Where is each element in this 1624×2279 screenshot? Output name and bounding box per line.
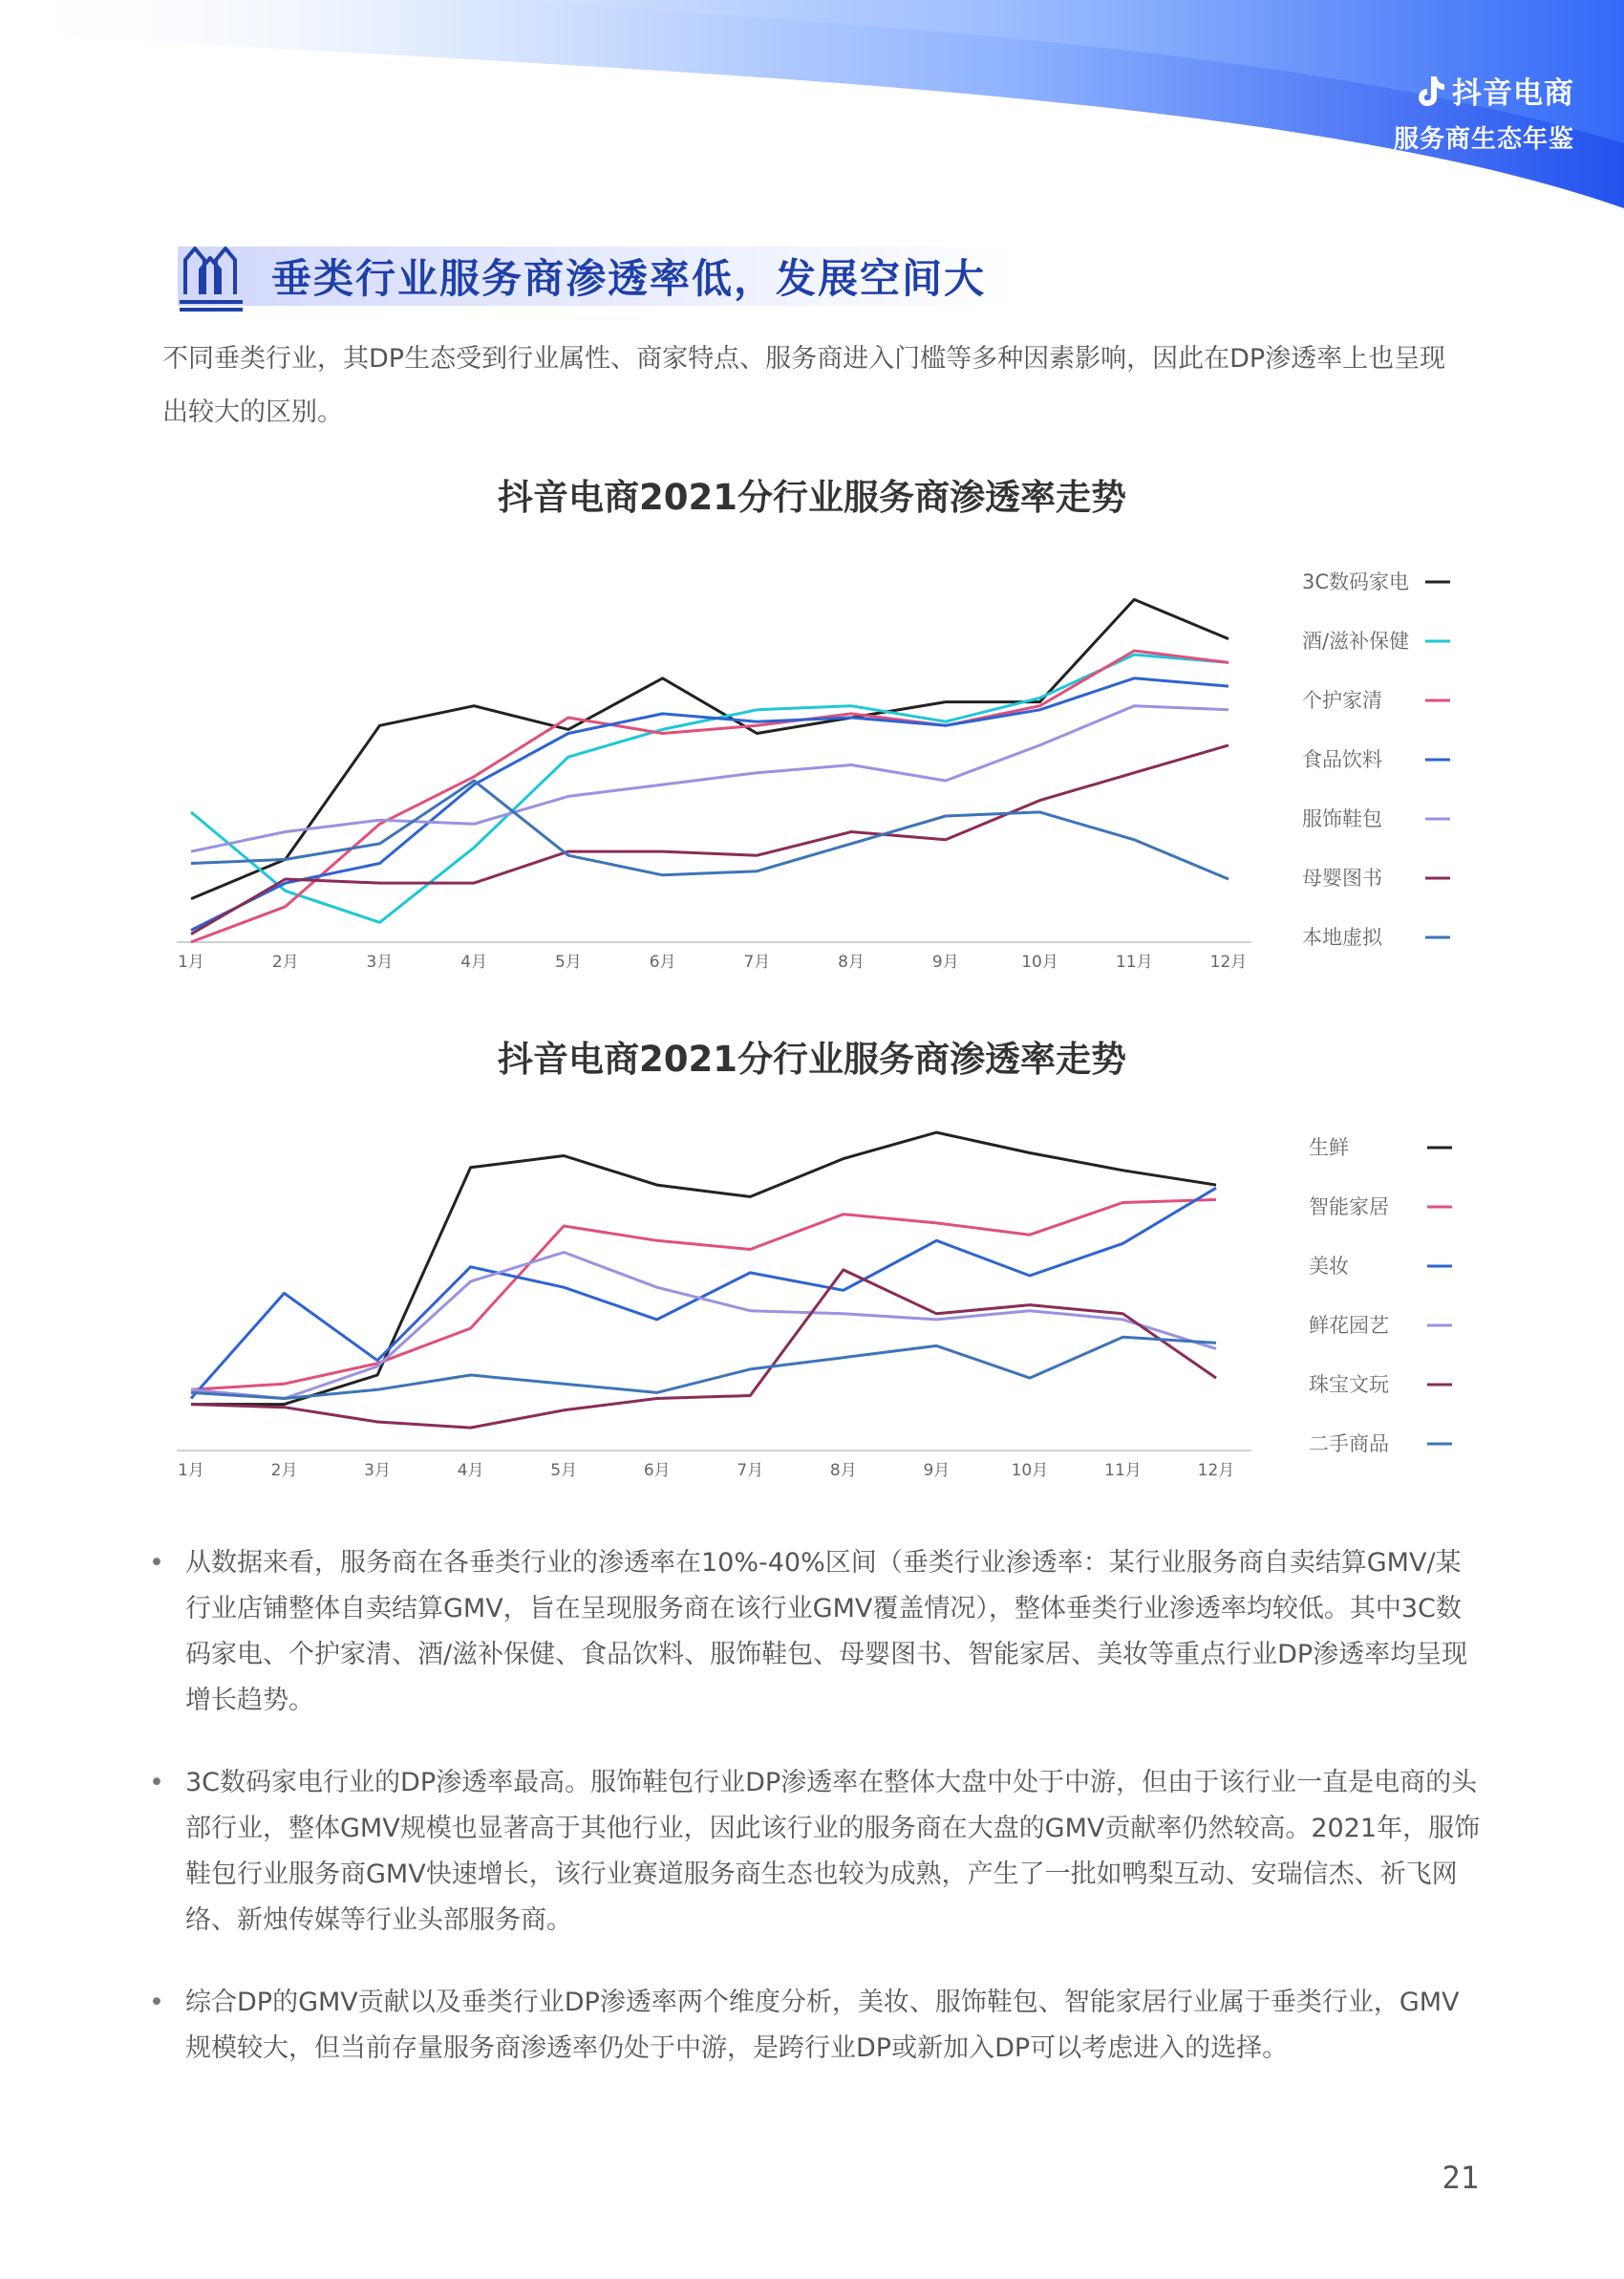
chart-2-title: 抖音电商2021分行业服务商渗透率走势 [498,1039,1126,1080]
intro-paragraph: 不同垂类行业，其DP生态受到行业属性、商家特点、服务商进入门槛等多种因素影响，因此在DP渗透率上也呈现出较大的区别。 [162,344,1446,427]
chart-1-x-tick-label: 9月 [931,953,959,972]
chart-2-series-line [191,1270,1216,1428]
chart-1-x-tick-label: 10月 [1021,953,1058,972]
chart-1-x-tick-label: 12月 [1209,953,1248,972]
chart-1-title: 抖音电商2021分行业服务商渗透率走势 [498,477,1126,518]
chart-2-x-tick-label: 12月 [1197,1461,1235,1480]
header-band [0,0,1624,220]
chart-1-x-tick-label: 1月 [178,953,204,972]
chart-1-series-line [191,706,1229,851]
chart-1-x-tick-label: 11月 [1115,953,1153,972]
chart-1 [0,526,1624,1061]
chart-2-x-tick-label: 5月 [550,1461,578,1480]
chart-1-legend-label: 酒/滋补保健 [1302,630,1410,653]
chart-1-series-line [191,651,1229,942]
chart-2-x-tick-label: 8月 [829,1461,857,1480]
bullet-item-3: • 综合DP的GMV贡献以及垂类行业DP渗透率两个维度分析，美妆、服饰鞋包、智能家居行业属于垂类行业，GMV规模较大，但当前存量服务商渗透率仍处于中游，是跨行业DP或新加入DP可以考虑进入的选择。 [143,1980,1481,2072]
chart-2-series-line [191,1337,1216,1398]
music-note-icon [1418,75,1446,107]
chart-2-x-tick-label: 3月 [364,1461,392,1480]
brand-block [1394,69,1574,155]
chart-1-legend-label: 食品饮料 [1302,748,1382,771]
chart-1-legend-label: 个护家清 [1302,689,1382,712]
chart-2-x-tick-label: 4月 [457,1461,484,1480]
chart-2-x-tick-label: 9月 [923,1461,951,1480]
growth-arrows-icon [178,239,245,313]
chart-2-x-tick-label: 6月 [643,1461,671,1480]
chart-2-legend-label: 生鲜 [1309,1136,1349,1159]
brand-name-text: 抖音电商 [1452,76,1574,111]
chart-1-legend-label: 母婴图书 [1302,867,1382,890]
bullet-item-1: • 从数据来看，服务商在各垂类行业的渗透率在10%-40%区间（垂类行业渗透率：某行业服务商自卖结算GMV/某行业店铺整体自卖结算GMV，旨在呈现服务商在该行业GMV覆盖情况），整体垂类行业渗透率均较低。其中3C数码家电、个护家清、酒/滋补保健、食品饮料、服饰鞋包、母婴图书、智能家居、美妆等重点行业DP渗透率均呈现增长趋势。 [143,1540,1481,1724]
chart-1-x-tick-label: 6月 [649,953,676,972]
chart-1-x-tick-label: 5月 [554,953,582,972]
chart-1-x-tick-label: 8月 [838,953,865,972]
chart-2-x-tick-label: 11月 [1104,1461,1142,1480]
chart-2-legend-label: 鲜花园艺 [1309,1314,1389,1337]
chart-2-legend-label: 珠宝文玩 [1309,1373,1389,1396]
chart-1-x-tick-label: 2月 [271,953,299,972]
page-number: 21 [1442,2160,1479,2196]
analysis-bullets [143,1540,1481,2108]
chart-2-series-line [191,1253,1216,1399]
brand-name [1394,69,1574,112]
chart-2-x-tick-label: 1月 [178,1461,204,1480]
chart-1-legend-label: 服饰鞋包 [1302,807,1382,830]
chart-2-legend-label: 智能家居 [1309,1195,1389,1218]
brand-subtitle: 服务商生态年鉴 [1393,125,1574,154]
chart-2-legend-label: 二手商品 [1309,1432,1389,1455]
chart-1-x-tick-label: 4月 [460,953,488,972]
bullet-item-2: • 3C数码家电行业的DP渗透率最高。服饰鞋包行业DP渗透率在整体大盘中处于中游，但由于该行业一直是电商的头部行业，整体GMV规模也显著高于其他行业，因此该行业的服务商在大盘的GMV贡献率仍然较高。2021年，服饰鞋包行业服务商GMV快速增长，该行业赛道服务商生态也较为成熟，产生了一批如鸭梨互动、安瑞信杰、祈飞网络、新烛传媒等行业头部服务商。 [143,1760,1481,1944]
section-title-bar [178,247,1015,306]
section-title: 垂类行业服务商渗透率低，发展空间大 [271,255,987,302]
chart-1-series-line [191,678,1229,931]
chart-2-legend-label: 美妆 [1309,1255,1349,1278]
chart-1-x-tick-label: 3月 [366,953,394,972]
chart-1-x-tick-label: 7月 [743,953,771,972]
chart-2-x-tick-label: 10月 [1011,1461,1049,1480]
chart-1-series-line [191,781,1229,879]
chart-2-series-line [191,1188,1216,1398]
chart-2-x-tick-label: 7月 [737,1461,764,1480]
chart-1-legend-label: 3C数码家电 [1302,570,1410,593]
chart-1-legend-label: 本地虚拟 [1302,926,1382,949]
chart-2-x-tick-label: 2月 [270,1461,298,1480]
chart-2 [0,1089,1624,1491]
